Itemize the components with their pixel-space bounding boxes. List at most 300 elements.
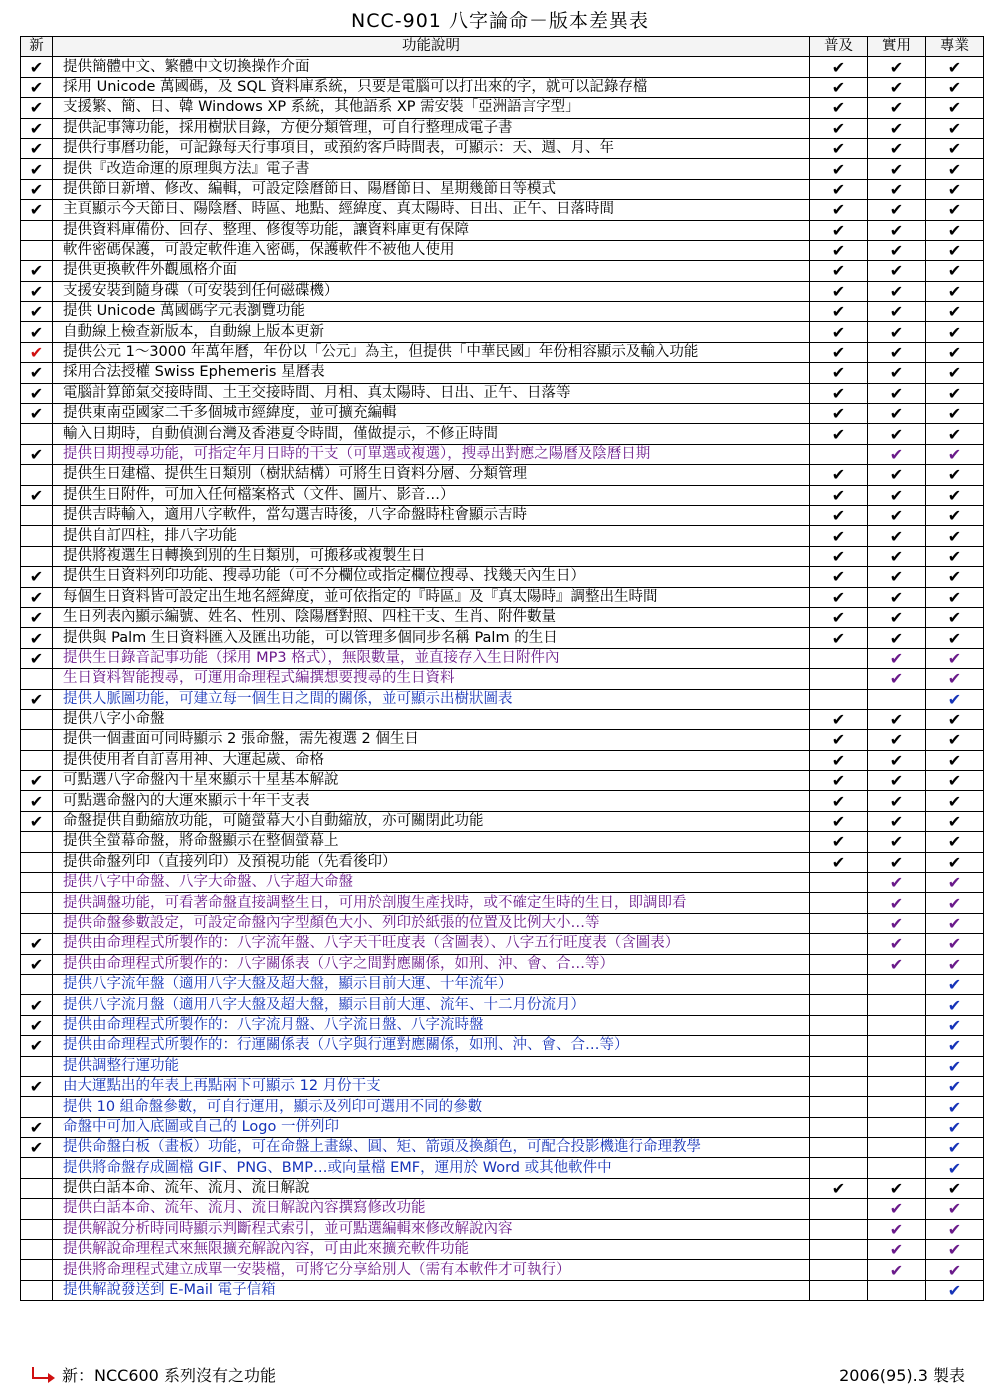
edition-professional-check-icon: ✔ — [926, 832, 984, 852]
table-row — [21, 200, 984, 220]
edition-professional-check-icon: ✔ — [926, 771, 984, 791]
new-feature-check-icon: ✔ — [21, 200, 53, 220]
edition-practical-empty — [868, 1076, 926, 1096]
edition-basic-empty — [810, 444, 868, 464]
new-feature-check-icon: ✔ — [21, 322, 53, 342]
edition-practical-check-icon: ✔ — [868, 852, 926, 872]
edition-practical-check-icon: ✔ — [868, 1178, 926, 1198]
table-row — [21, 1076, 984, 1096]
edition-basic-empty — [810, 1056, 868, 1076]
table-row — [21, 1219, 984, 1239]
edition-professional-check-icon: ✔ — [926, 873, 984, 893]
table-row — [21, 750, 984, 770]
edition-practical-check-icon: ✔ — [868, 669, 926, 689]
feature-description: 生日資料智能搜尋，可運用命理程式編撰想要搜尋的生日資料 — [53, 669, 810, 689]
edition-practical-check-icon: ✔ — [868, 98, 926, 118]
edition-basic-check-icon: ✔ — [810, 363, 868, 383]
edition-professional-check-icon: ✔ — [926, 200, 984, 220]
edition-basic-check-icon: ✔ — [810, 730, 868, 750]
feature-description: 提供生日附件，可加入任何檔案格式（文件、圖片、影音…） — [53, 485, 810, 505]
edition-professional-check-icon: ✔ — [926, 1076, 984, 1096]
table-row — [21, 138, 984, 158]
edition-practical-empty — [868, 1097, 926, 1117]
edition-basic-check-icon: ✔ — [810, 118, 868, 138]
edition-practical-check-icon: ✔ — [868, 750, 926, 770]
edition-basic-check-icon: ✔ — [810, 159, 868, 179]
feature-description: 提供由命理程式所製作的：八字流年盤、八字天干旺度表（含圖表）、八字五行旺度表（含圖表） — [53, 934, 810, 954]
feature-description: 提供記事簿功能，採用樹狀目錄，方便分類管理，可自行整理成電子書 — [53, 118, 810, 138]
new-cell-empty — [21, 1056, 53, 1076]
edition-practical-empty — [868, 1138, 926, 1158]
new-feature-check-icon: ✔ — [21, 57, 53, 77]
new-cell-empty — [21, 240, 53, 260]
new-cell-empty — [21, 750, 53, 770]
edition-practical-empty — [868, 1036, 926, 1056]
edition-professional-check-icon: ✔ — [926, 1117, 984, 1137]
new-cell-empty — [21, 424, 53, 444]
edition-basic-check-icon: ✔ — [810, 383, 868, 403]
feature-description: 提供由命理程式所製作的：八字流月盤、八字流日盤、八字流時盤 — [53, 1015, 810, 1035]
table-row — [21, 383, 984, 403]
edition-practical-check-icon: ✔ — [868, 607, 926, 627]
table-row — [21, 1056, 984, 1076]
new-feature-check-icon: ✔ — [21, 138, 53, 158]
new-cell-empty — [21, 505, 53, 525]
edition-basic-empty — [810, 1036, 868, 1056]
edition-practical-check-icon: ✔ — [868, 444, 926, 464]
new-feature-check-icon: ✔ — [21, 383, 53, 403]
new-feature-check-icon: ✔ — [21, 444, 53, 464]
edition-professional-check-icon: ✔ — [926, 485, 984, 505]
edition-professional-check-icon: ✔ — [926, 1158, 984, 1178]
edition-professional-check-icon: ✔ — [926, 709, 984, 729]
edition-basic-check-icon: ✔ — [810, 750, 868, 770]
edition-professional-check-icon: ✔ — [926, 1178, 984, 1198]
edition-practical-check-icon: ✔ — [868, 159, 926, 179]
edition-basic-empty — [810, 873, 868, 893]
table-row — [21, 77, 984, 97]
feature-description: 提供八字小命盤 — [53, 709, 810, 729]
edition-practical-check-icon: ✔ — [868, 1240, 926, 1260]
edition-basic-empty — [810, 893, 868, 913]
edition-basic-empty — [810, 934, 868, 954]
edition-basic-empty — [810, 1240, 868, 1260]
feature-description: 提供八字中命盤、八字大命盤、八字超大命盤 — [53, 873, 810, 893]
table-row — [21, 261, 984, 281]
new-feature-check-icon: ✔ — [21, 567, 53, 587]
edition-professional-check-icon: ✔ — [926, 791, 984, 811]
edition-basic-empty — [810, 1015, 868, 1035]
table-row — [21, 1097, 984, 1117]
edition-practical-check-icon: ✔ — [868, 485, 926, 505]
feature-description: 提供簡體中文、繁體中文切換操作介面 — [53, 57, 810, 77]
edition-basic-check-icon: ✔ — [810, 505, 868, 525]
feature-description: 支援繁、簡、日、韓 Windows XP 系統，其他語系 XP 需安裝「亞洲語言字型」 — [53, 98, 810, 118]
edition-basic-check-icon: ✔ — [810, 220, 868, 240]
edition-basic-check-icon: ✔ — [810, 485, 868, 505]
red-arrow-icon — [30, 1366, 56, 1386]
feature-description: 提供由命理程式所製作的：行運關係表（八字與行運對應關係，如刑、沖、會、合…等） — [53, 1036, 810, 1056]
feature-description: 提供命盤參數設定，可設定命盤內字型顏色大小、列印於紙張的位置及比例大小…等 — [53, 913, 810, 933]
feature-description: 命盤提供自動縮放功能，可隨螢幕大小自動縮放，亦可關閉此功能 — [53, 811, 810, 831]
feature-description: 提供由命理程式所製作的：八字關係表（八字之間對應關係，如刑、沖、會、合…等） — [53, 954, 810, 974]
edition-basic-check-icon: ✔ — [810, 98, 868, 118]
table-header-row — [21, 37, 984, 57]
table-row — [21, 709, 984, 729]
edition-practical-check-icon: ✔ — [868, 138, 926, 158]
edition-practical-check-icon: ✔ — [868, 791, 926, 811]
new-feature-check-icon: ✔ — [21, 607, 53, 627]
feature-description: 提供解說發送到 E-Mail 電子信箱 — [53, 1280, 810, 1300]
edition-practical-check-icon: ✔ — [868, 526, 926, 546]
edition-professional-check-icon: ✔ — [926, 1097, 984, 1117]
feature-description: 提供東南亞國家二千多個城市經緯度，並可擴充編輯 — [53, 404, 810, 424]
feature-description: 提供公元 1～3000 年萬年曆，年份以「公元」為主，但提供「中華民國」年份相容顯示及輸入功能 — [53, 342, 810, 362]
edition-basic-empty — [810, 974, 868, 994]
edition-basic-empty — [810, 1076, 868, 1096]
new-cell-empty — [21, 546, 53, 566]
edition-basic-check-icon: ✔ — [810, 240, 868, 260]
edition-professional-check-icon: ✔ — [926, 1260, 984, 1280]
edition-practical-empty — [868, 974, 926, 994]
new-feature-check-icon: ✔ — [21, 648, 53, 668]
edition-practical-check-icon: ✔ — [868, 200, 926, 220]
table-row — [21, 118, 984, 138]
feature-description: 提供生日資料列印功能、搜尋功能（可不分欄位或指定欄位搜尋、找幾天內生日） — [53, 567, 810, 587]
feature-description: 提供調盤功能，可看著命盤直接調整生日，可用於剖腹生產找時，或不確定生時的生日，即調即看 — [53, 893, 810, 913]
edition-professional-check-icon: ✔ — [926, 648, 984, 668]
edition-basic-check-icon: ✔ — [810, 200, 868, 220]
edition-basic-empty — [810, 1280, 868, 1300]
feature-description: 提供白話本命、流年、流月、流日解說內容撰寫修改功能 — [53, 1199, 810, 1219]
table-row — [21, 424, 984, 444]
new-feature-check-icon: ✔ — [21, 1036, 53, 1056]
new-cell-empty — [21, 1280, 53, 1300]
feature-description: 命盤中可加入底圖或自己的 Logo 一併列印 — [53, 1117, 810, 1137]
table-body — [21, 57, 984, 1301]
new-cell-empty — [21, 1199, 53, 1219]
edition-professional-check-icon: ✔ — [926, 77, 984, 97]
table-row — [21, 1036, 984, 1056]
edition-professional-check-icon: ✔ — [926, 607, 984, 627]
edition-professional-check-icon: ✔ — [926, 57, 984, 77]
table-row — [21, 852, 984, 872]
edition-professional-check-icon: ✔ — [926, 179, 984, 199]
table-row — [21, 302, 984, 322]
new-feature-check-icon: ✔ — [21, 954, 53, 974]
new-cell-empty — [21, 832, 53, 852]
feature-description: 提供更換軟件外觀風格介面 — [53, 261, 810, 281]
edition-practical-empty — [868, 995, 926, 1015]
feature-description: 提供『改造命運的原理與方法』電子書 — [53, 159, 810, 179]
feature-description: 每個生日資料皆可設定出生地名經緯度，並可依指定的『時區』及『真太陽時』調整出生時間 — [53, 587, 810, 607]
footer-note — [30, 1362, 276, 1390]
edition-professional-check-icon: ✔ — [926, 118, 984, 138]
feature-description: 提供八字流年盤（適用八字大盤及超大盤，顯示目前大運、十年流年） — [53, 974, 810, 994]
new-feature-check-icon: ✔ — [21, 404, 53, 424]
new-feature-check-icon: ✔ — [21, 1015, 53, 1035]
new-feature-check-icon: ✔ — [21, 587, 53, 607]
feature-description: 提供解說命理程式來無限擴充解說內容，可由此來擴充軟件功能 — [53, 1240, 810, 1260]
new-feature-check-icon: ✔ — [21, 281, 53, 301]
edition-practical-check-icon: ✔ — [868, 567, 926, 587]
feature-description: 提供將複選生日轉換到別的生日類別，可搬移或複製生日 — [53, 546, 810, 566]
edition-professional-check-icon: ✔ — [926, 567, 984, 587]
edition-basic-check-icon: ✔ — [810, 342, 868, 362]
edition-professional-check-icon: ✔ — [926, 689, 984, 709]
table-row — [21, 689, 984, 709]
feature-description: 採用 Unicode 萬國碼，及 SQL 資料庫系統，只要是電腦可以打出來的字，就可以記錄存檔 — [53, 77, 810, 97]
feature-description: 提供自訂四柱，排八字功能 — [53, 526, 810, 546]
table-row — [21, 1158, 984, 1178]
feature-description: 提供八字流月盤（適用八字大盤及超大盤，顯示目前大運、流年、十二月份流月） — [53, 995, 810, 1015]
new-cell-empty — [21, 1260, 53, 1280]
edition-basic-check-icon: ✔ — [810, 567, 868, 587]
edition-basic-check-icon: ✔ — [810, 77, 868, 97]
edition-professional-check-icon: ✔ — [926, 1056, 984, 1076]
edition-basic-empty — [810, 1260, 868, 1280]
edition-professional-check-icon: ✔ — [926, 1280, 984, 1300]
edition-professional-check-icon: ✔ — [926, 811, 984, 831]
edition-professional-check-icon: ✔ — [926, 281, 984, 301]
header-edition-practical: 實用 — [868, 37, 926, 57]
edition-practical-empty — [868, 1280, 926, 1300]
edition-practical-check-icon: ✔ — [868, 77, 926, 97]
edition-basic-check-icon: ✔ — [810, 302, 868, 322]
table-row — [21, 159, 984, 179]
edition-professional-check-icon: ✔ — [926, 954, 984, 974]
edition-basic-check-icon: ✔ — [810, 404, 868, 424]
new-cell-empty — [21, 526, 53, 546]
table-row — [21, 913, 984, 933]
edition-professional-check-icon: ✔ — [926, 159, 984, 179]
edition-basic-check-icon: ✔ — [810, 546, 868, 566]
edition-professional-check-icon: ✔ — [926, 465, 984, 485]
edition-basic-check-icon: ✔ — [810, 281, 868, 301]
new-cell-empty — [21, 1158, 53, 1178]
edition-basic-check-icon: ✔ — [810, 1178, 868, 1198]
edition-basic-check-icon: ✔ — [810, 322, 868, 342]
table-row — [21, 771, 984, 791]
edition-professional-check-icon: ✔ — [926, 893, 984, 913]
edition-basic-check-icon: ✔ — [810, 607, 868, 627]
edition-professional-check-icon: ✔ — [926, 342, 984, 362]
feature-description: 提供命盤列印（直接列印）及預視功能（先看後印） — [53, 852, 810, 872]
edition-practical-check-icon: ✔ — [868, 709, 926, 729]
feature-description: 可點選八字命盤內十星來顯示十星基本解說 — [53, 771, 810, 791]
feature-description: 提供生日錄音記事功能（採用 MP3 格式），無限數量，並直接存入生日附件內 — [53, 648, 810, 668]
table-row — [21, 1199, 984, 1219]
feature-description: 提供調整行運功能 — [53, 1056, 810, 1076]
table-row — [21, 505, 984, 525]
header-new: 新 — [21, 37, 53, 57]
edition-practical-check-icon: ✔ — [868, 771, 926, 791]
table-row — [21, 240, 984, 260]
edition-basic-empty — [810, 1117, 868, 1137]
edition-professional-check-icon: ✔ — [926, 444, 984, 464]
edition-practical-check-icon: ✔ — [868, 322, 926, 342]
table-row — [21, 873, 984, 893]
new-cell-empty — [21, 1178, 53, 1198]
table-row — [21, 526, 984, 546]
edition-practical-check-icon: ✔ — [868, 342, 926, 362]
table-row — [21, 730, 984, 750]
edition-basic-empty — [810, 1097, 868, 1117]
table-row — [21, 98, 984, 118]
table-row — [21, 1260, 984, 1280]
edition-practical-check-icon: ✔ — [868, 893, 926, 913]
edition-basic-empty — [810, 669, 868, 689]
new-feature-check-icon: ✔ — [21, 1117, 53, 1137]
table-row — [21, 404, 984, 424]
new-feature-check-icon: ✔ — [21, 77, 53, 97]
feature-description: 提供使用者自訂喜用神、大運起歲、命格 — [53, 750, 810, 770]
edition-professional-check-icon: ✔ — [926, 1036, 984, 1056]
edition-practical-check-icon: ✔ — [868, 1199, 926, 1219]
feature-description: 提供將命理程式建立成單一安裝檔，可將它分享給別人（需有本軟件才可執行） — [53, 1260, 810, 1280]
edition-professional-check-icon: ✔ — [926, 302, 984, 322]
new-cell-empty — [21, 1097, 53, 1117]
new-feature-check-icon: ✔ — [21, 811, 53, 831]
edition-professional-check-icon: ✔ — [926, 261, 984, 281]
new-cell-empty — [21, 730, 53, 750]
new-feature-check-icon: ✔ — [21, 689, 53, 709]
feature-description: 提供白話本命、流年、流月、流日解說 — [53, 1178, 810, 1198]
table-row — [21, 465, 984, 485]
edition-professional-check-icon: ✔ — [926, 505, 984, 525]
new-feature-check-icon: ✔ — [21, 179, 53, 199]
new-feature-check-icon: ✔ — [21, 771, 53, 791]
table-row — [21, 220, 984, 240]
table-row — [21, 1178, 984, 1198]
edition-professional-check-icon: ✔ — [926, 98, 984, 118]
edition-basic-check-icon: ✔ — [810, 424, 868, 444]
edition-practical-check-icon: ✔ — [868, 179, 926, 199]
edition-basic-check-icon: ✔ — [810, 628, 868, 648]
new-feature-check-icon: ✔ — [21, 1138, 53, 1158]
table-row — [21, 1280, 984, 1300]
edition-professional-check-icon: ✔ — [926, 1015, 984, 1035]
new-feature-check-icon: ✔ — [21, 342, 53, 362]
table-row — [21, 811, 984, 831]
edition-professional-check-icon: ✔ — [926, 995, 984, 1015]
edition-basic-check-icon: ✔ — [810, 57, 868, 77]
edition-basic-check-icon: ✔ — [810, 832, 868, 852]
feature-description: 提供與 Palm 生日資料匯入及匯出功能，可以管理多個同步名稱 Palm 的生日 — [53, 628, 810, 648]
table-row — [21, 832, 984, 852]
feature-description: 主頁顯示今天節日、陽陰曆、時區、地點、經緯度、真太陽時、日出、正午、日落時間 — [53, 200, 810, 220]
edition-basic-empty — [810, 1158, 868, 1178]
table-row — [21, 485, 984, 505]
feature-description: 提供吉時輸入，適用八字軟件，當勾選吉時後，八字命盤時柱會顯示吉時 — [53, 505, 810, 525]
header-description: 功能說明 — [53, 37, 810, 57]
new-cell-empty — [21, 852, 53, 872]
edition-basic-check-icon: ✔ — [810, 709, 868, 729]
page-title: NCC-901 八字論命－版本差異表 — [351, 10, 649, 32]
feature-description: 提供行事曆功能，可記錄每天行事項目，或預約客戶時間表，可顯示：天、週、月、年 — [53, 138, 810, 158]
edition-practical-check-icon: ✔ — [868, 954, 926, 974]
table-row — [21, 342, 984, 362]
edition-professional-check-icon: ✔ — [926, 730, 984, 750]
edition-professional-check-icon: ✔ — [926, 669, 984, 689]
edition-professional-check-icon: ✔ — [926, 220, 984, 240]
feature-description: 提供將命盤存成圖檔 GIF、PNG、BMP…或向量檔 EMF，運用於 Word 或其他軟件中 — [53, 1158, 810, 1178]
edition-basic-check-icon: ✔ — [810, 791, 868, 811]
table-row — [21, 444, 984, 464]
table-row — [21, 1138, 984, 1158]
edition-professional-check-icon: ✔ — [926, 1199, 984, 1219]
edition-professional-check-icon: ✔ — [926, 913, 984, 933]
table-row — [21, 974, 984, 994]
edition-professional-check-icon: ✔ — [926, 750, 984, 770]
table-row — [21, 363, 984, 383]
new-feature-check-icon: ✔ — [21, 1076, 53, 1096]
new-feature-check-icon: ✔ — [21, 98, 53, 118]
edition-basic-empty — [810, 689, 868, 709]
footer-note-text: 新：NCC600 系列沒有之功能 — [62, 1366, 276, 1385]
feature-description: 自動線上檢查新版本，自動線上版本更新 — [53, 322, 810, 342]
new-feature-check-icon: ✔ — [21, 261, 53, 281]
feature-description: 可點選命盤內的大運來顯示十年干支表 — [53, 791, 810, 811]
table-row — [21, 57, 984, 77]
edition-professional-check-icon: ✔ — [926, 974, 984, 994]
edition-practical-check-icon: ✔ — [868, 648, 926, 668]
table-row — [21, 281, 984, 301]
table-row — [21, 1240, 984, 1260]
edition-practical-check-icon: ✔ — [868, 587, 926, 607]
edition-basic-empty — [810, 954, 868, 974]
edition-basic-empty — [810, 913, 868, 933]
edition-basic-check-icon: ✔ — [810, 526, 868, 546]
edition-professional-check-icon: ✔ — [926, 587, 984, 607]
feature-description: 提供生日建檔、提供生日類別（樹狀結構）可將生日資料分層、分類管理 — [53, 465, 810, 485]
feature-description: 軟件密碼保護，可設定軟件進入密碼，保護軟件不被他人使用 — [53, 240, 810, 260]
edition-professional-check-icon: ✔ — [926, 383, 984, 403]
feature-description: 提供全螢幕命盤，將命盤顯示在整個螢幕上 — [53, 832, 810, 852]
edition-practical-check-icon: ✔ — [868, 505, 926, 525]
edition-practical-check-icon: ✔ — [868, 1260, 926, 1280]
feature-description: 提供節日新增、修改、編輯，可設定陰曆節日、陽曆節日、星期幾節日等模式 — [53, 179, 810, 199]
feature-description: 提供解說分析時同時顯示判斷程式索引，並可點選編輯來修改解說內容 — [53, 1219, 810, 1239]
edition-practical-check-icon: ✔ — [868, 934, 926, 954]
edition-practical-check-icon: ✔ — [868, 465, 926, 485]
edition-professional-check-icon: ✔ — [926, 1138, 984, 1158]
edition-practical-check-icon: ✔ — [868, 220, 926, 240]
new-cell-empty — [21, 1219, 53, 1239]
edition-basic-empty — [810, 1138, 868, 1158]
edition-basic-check-icon: ✔ — [810, 261, 868, 281]
edition-professional-check-icon: ✔ — [926, 424, 984, 444]
table-row — [21, 587, 984, 607]
edition-practical-check-icon: ✔ — [868, 404, 926, 424]
header-edition-basic: 普及 — [810, 37, 868, 57]
edition-basic-check-icon: ✔ — [810, 771, 868, 791]
edition-basic-check-icon: ✔ — [810, 587, 868, 607]
new-cell-empty — [21, 873, 53, 893]
edition-basic-empty — [810, 1219, 868, 1239]
edition-professional-check-icon: ✔ — [926, 852, 984, 872]
new-cell-empty — [21, 913, 53, 933]
feature-description: 提供資料庫備份、回存、整理、修復等功能，讓資料庫更有保障 — [53, 220, 810, 240]
edition-basic-empty — [810, 995, 868, 1015]
feature-description: 提供日期搜尋功能，可指定年月日時的干支（可單選或複選），搜尋出對應之陽曆及陰曆日期 — [53, 444, 810, 464]
edition-practical-check-icon: ✔ — [868, 832, 926, 852]
table-row — [21, 791, 984, 811]
feature-description: 提供一個畫面可同時顯示 2 張命盤，需先複選 2 個生日 — [53, 730, 810, 750]
feature-description: 輸入日期時，自動偵測台灣及香港夏令時間，僅做提示，不修正時間 — [53, 424, 810, 444]
edition-professional-check-icon: ✔ — [926, 1240, 984, 1260]
new-cell-empty — [21, 465, 53, 485]
